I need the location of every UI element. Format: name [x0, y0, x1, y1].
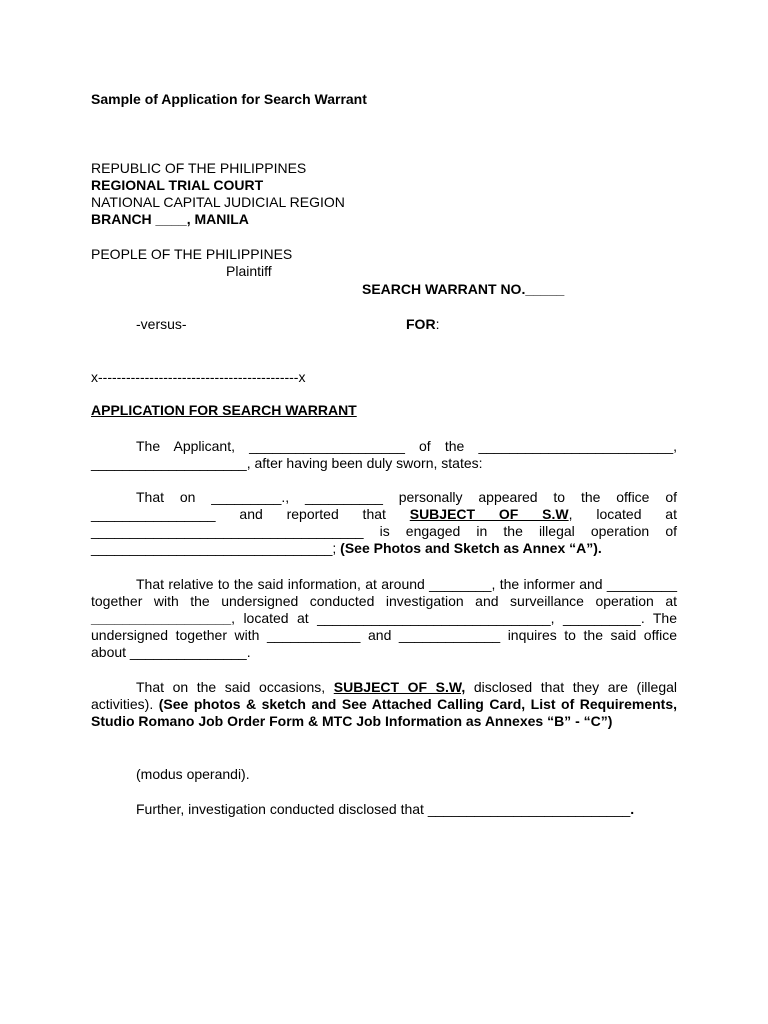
- paragraph-surveillance: [91, 576, 677, 661]
- paragraph-surveillance-text-a: That relative to the said information, at around ________, the informer and _________ together with the undersigned conducted investigation and surveillance operation at: [91, 576, 677, 609]
- paragraph-disclosure-text-b: disclosed that they are (illegal activities).: [91, 679, 677, 712]
- paragraph-applicant: [91, 438, 677, 472]
- for-line: [406, 316, 439, 333]
- paragraph-report-text-b: , located at ___________________________________ is engaged in the illegal operation of _______________________________;: [91, 506, 677, 556]
- plaintiff-name: PEOPLE OF THE PHILIPPINES: [91, 246, 293, 262]
- paragraph-report: [91, 489, 677, 557]
- court-name: REGIONAL TRIAL COURT: [91, 177, 264, 193]
- annex-a-reference: (See Photos and Sketch as Annex “A”).: [340, 540, 602, 556]
- judicial-region: NATIONAL CAPITAL JUDICIAL REGION: [91, 194, 345, 210]
- paragraph-applicant-text: The Applicant, ____________________ of the _________________________, ____________________, after having been duly sworn, states:: [91, 438, 677, 471]
- annexes-b-c-reference: (See photos & sketch and See Attached Calling Card, List of Requirements, Studio Romano Job Order Form & MTC Job Information as Annexes “B” - “C”): [91, 696, 678, 729]
- paragraph-disclosure-text-a: That on the said occasions,: [136, 679, 334, 695]
- paragraph-report-text-a: That on _________., __________ personally appeared to the office of ________________ and reported that: [91, 489, 677, 522]
- subject-of-sw: SUBJECT OF S.W: [409, 506, 569, 522]
- application-heading: APPLICATION FOR SEARCH WARRANT: [91, 402, 357, 418]
- search-warrant-number: SEARCH WARRANT NO._____: [362, 281, 565, 297]
- operation-location-blank: __________________: [91, 610, 232, 626]
- document-title: Sample of Application for Search Warrant: [91, 91, 367, 107]
- branch-line: BRANCH ____, MANILA: [91, 211, 249, 227]
- further-investigation: [136, 801, 634, 818]
- further-period: .: [630, 801, 635, 817]
- subject-of-sw-2: SUBJECT OF S.W,: [333, 679, 466, 695]
- caption-divider: x-------------------------------------------x: [91, 369, 306, 385]
- republic-line: REPUBLIC OF THE PHILIPPINES: [91, 160, 307, 176]
- plaintiff-label: Plaintiff: [226, 263, 272, 279]
- paragraph-disclosure: [91, 679, 677, 730]
- modus-operandi: (modus operandi).: [136, 766, 250, 782]
- for-label: FOR: [406, 316, 436, 332]
- further-investigation-text: Further, investigation conducted disclosed that __________________________: [136, 801, 631, 817]
- versus-label: -versus-: [136, 316, 187, 332]
- for-colon: :: [435, 316, 440, 332]
- paragraph-surveillance-text-b: , located at ______________________________, __________. The undersigned together with ____________ and _____________ inquires to the said office about _______________.: [91, 610, 677, 660]
